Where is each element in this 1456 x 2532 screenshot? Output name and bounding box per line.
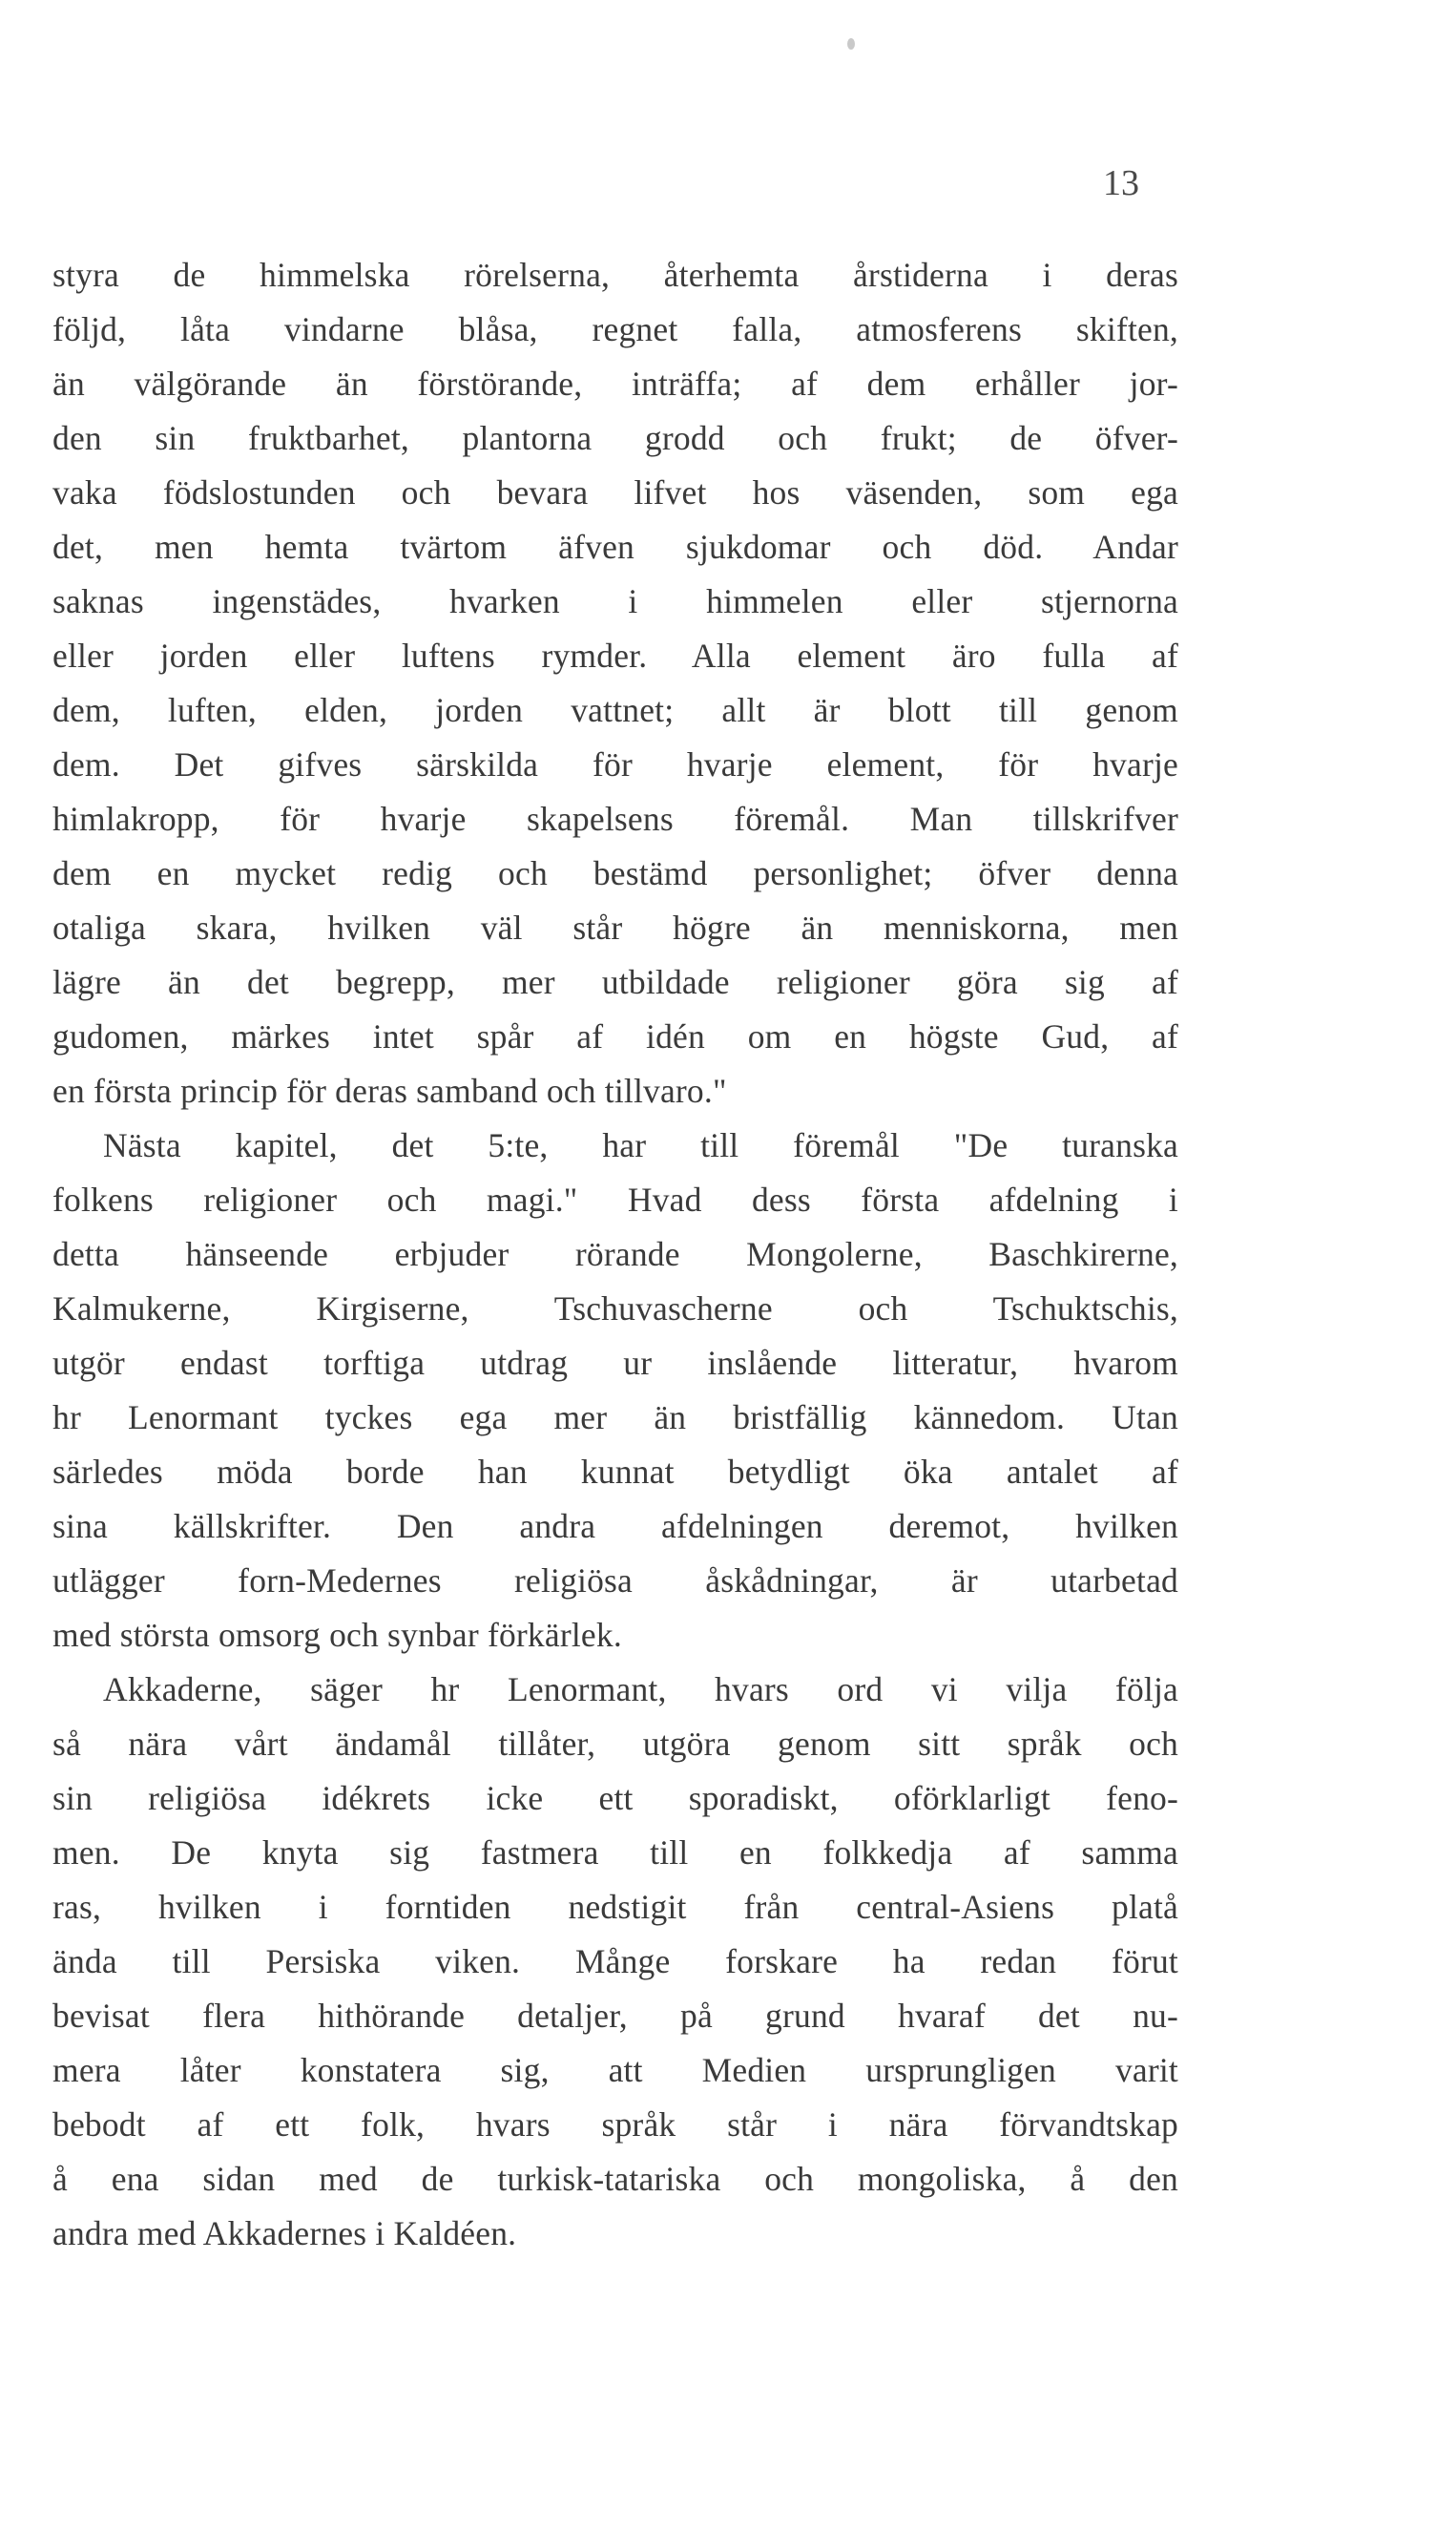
text-line: bebodt af ett folk, hvars språk står i nära förvandtskap [52,2105,1178,2144]
text-line: otaliga skara, hvilken väl står högre än menniskorna, men [52,909,1178,947]
text-line: så nära vårt ändamål tillåter, utgöra genom sitt språk och [52,1725,1178,1763]
text-line: Kalmukerne, Kirgiserne, Tschuvascherne och Tschuktschis, [52,1289,1178,1328]
page-number: 13 [1103,163,1139,203]
text-line: mera låter konstatera sig, att Medien ursprungligen varit [52,2051,1178,2089]
text-line: eller jorden eller luftens rymder. Alla element äro fulla af [52,637,1178,675]
text-line: saknas ingenstädes, hvarken i himmelen eller stjernorna [52,582,1178,620]
text-line: men. De knyta sig fastmera till en folkkedja af samma [52,1833,1178,1872]
text-line: Nästa kapitel, det 5:te, har till föremål "De turanska [103,1126,1178,1164]
text-line: dem en mycket redig och bestämd personlighet; öfver denna [52,854,1178,892]
text-line: utgör endast torftiga utdrag ur inslående litteratur, hvarom [52,1344,1178,1382]
text-line: det, men hemta tvärtom äfven sjukdomar och död. Andar [52,528,1178,566]
text-line: himlakropp, för hvarje skapelsens föremål. Man tillskrifver [52,800,1178,838]
text-line: detta hänseende erbjuder rörande Mongolerne, Baschkirerne, [52,1235,1178,1273]
text-line: den sin fruktbarhet, plantorna grodd och frukt; de öfver- [52,419,1178,457]
text-line: sin religiösa idékrets icke ett sporadiskt, oförklarligt feno- [52,1779,1178,1817]
text-line: styra de himmelska rörelserna, återhemta årstiderna i deras [52,256,1178,294]
text-line: dem. Det gifves särskilda för hvarje element, för hvarje [52,745,1178,784]
text-line: bevisat flera hithörande detaljer, på grund hvaraf det nu- [52,1997,1178,2035]
paper-speck [847,38,855,50]
text-line: gudomen, märkes intet spår af idén om en högste Gud, af [52,1017,1178,1056]
text-line: å ena sidan med de turkisk-tatariska och mongoliska, å den [52,2160,1178,2198]
text-line: med största omsorg och synbar förkärlek. [52,1616,622,1654]
text-line: än välgörande än förstörande, inträffa; af dem erhåller jor- [52,365,1178,403]
text-line: ras, hvilken i forntiden nedstigit från central-Asiens platå [52,1888,1178,1926]
text-line: ända till Persiska viken. Månge forskare ha redan förut [52,1942,1178,1980]
text-line: utlägger forn-Medernes religiösa åskådningar, är utarbetad [52,1561,1178,1600]
body-text [52,248,1178,2261]
text-line: lägre än det begrepp, mer utbildade religioner göra sig af [52,963,1178,1001]
text-line: dem, luften, elden, jorden vattnet; allt är blott till genom [52,691,1178,729]
text-line: sina källskrifter. Den andra afdelningen deremot, hvilken [52,1507,1178,1545]
text-line: vaka födslostunden och bevara lifvet hos väsenden, som ega [52,473,1178,512]
text-line: andra med Akkadernes i Kaldéen. [52,2214,517,2252]
text-line: särledes möda borde han kunnat betydligt öka antalet af [52,1453,1178,1491]
text-line: folkens religioner och magi." Hvad dess första afdelning i [52,1181,1178,1219]
text-line: Akkaderne, säger hr Lenormant, hvars ord vi vilja följa [103,1670,1178,1708]
text-line: hr Lenormant tyckes ega mer än bristfällig kännedom. Utan [52,1398,1178,1436]
text-line: följd, låta vindarne blåsa, regnet falla, atmosferens skiften, [52,310,1178,348]
text-line: en första princip för deras samband och tillvaro." [52,1072,727,1110]
